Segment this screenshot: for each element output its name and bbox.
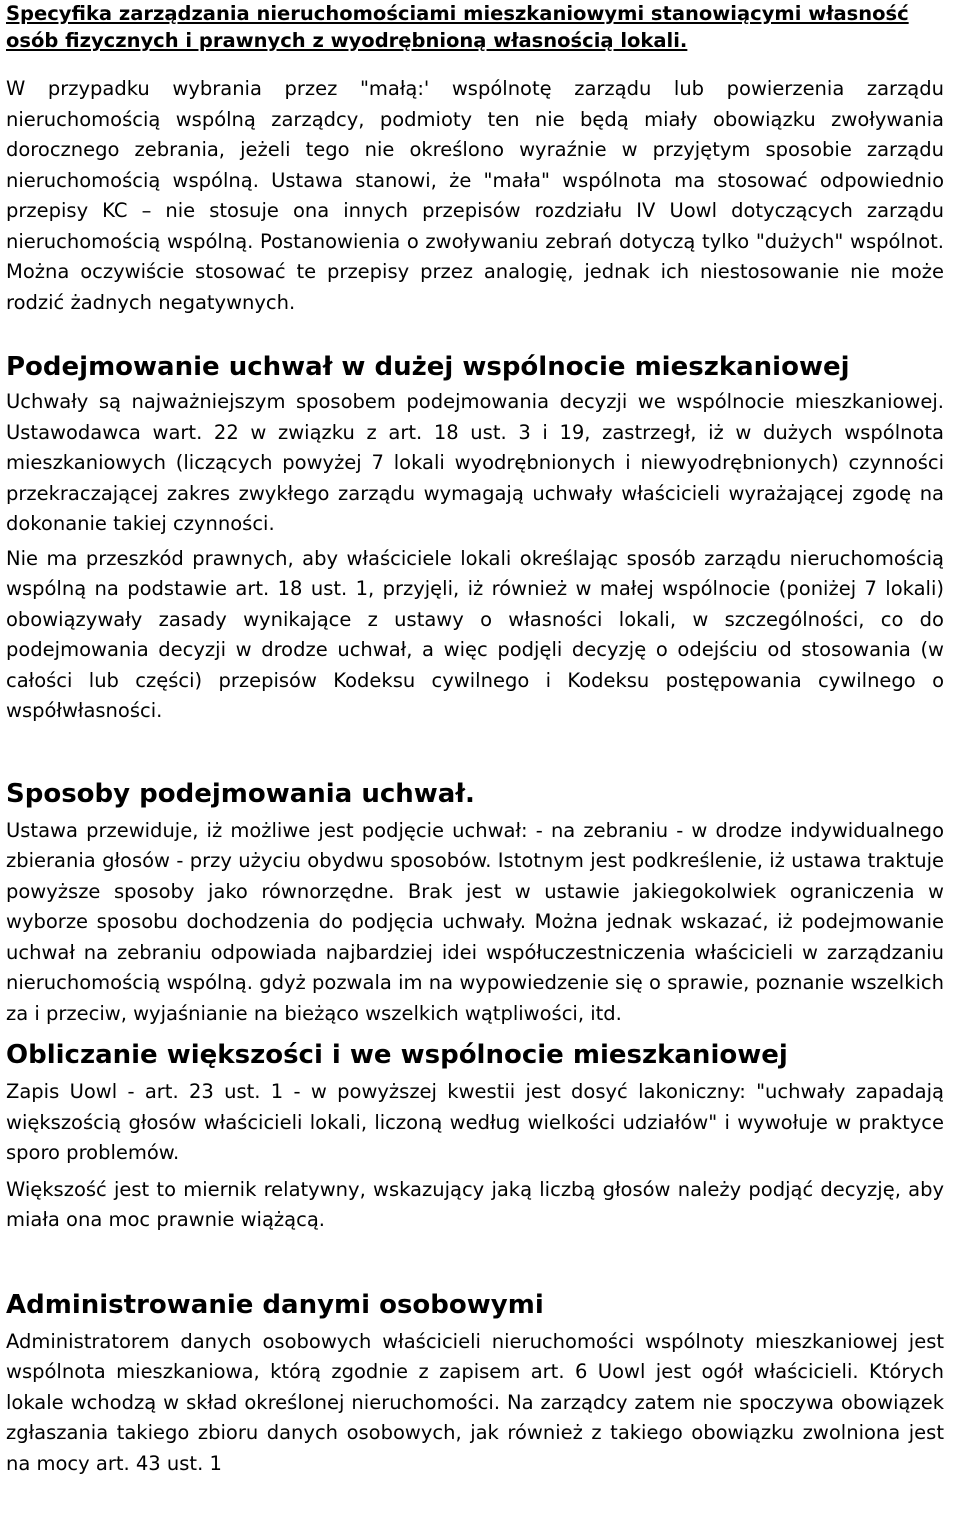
section-administrowanie-danymi <box>6 1287 944 1480</box>
document-lead-heading: Specyfika zarządzania nieruchomościami mieszkaniowymi stanowiącymi własność osób fizycznych i prawnych z wyodrębnioną własnością lokali. <box>6 2 909 52</box>
section-paragraph: Uchwały są najważniejszym sposobem podejmowania decyzji we wspólnocie mieszkaniowej. Ustawodawca wart. 22 w związku z art. 18 ust. 3 i 19, zastrzegł, iż w dużych wspólnota mieszkaniowych (liczących powyżej 7 lokali wyodrębnionych i niewyodrębnionych) czynności przekraczającej zakres zwykłego zarządu wymagają uchwały właścicieli wyrażającej zgodę na dokonanie takiej czynności. <box>6 390 944 535</box>
document-page <box>6 0 944 1479</box>
lead-paragraph: W przypadku wybrania przez "małą:' wspólnotę zarządu lub powierzenia zarządu nieruchomością wspólną zarządcy, podmioty ten nie będą miały obowiązku zwoływania dorocznego zebrania, jeżeli tego nie określono wyraźnie w przyjętym sposobie zarządu nieruchomością wspólną. Ustawa stanowi, że "mała" wspólnota ma stosować odpowiednio przepisy KC – nie stosuje ona innych przepisów rozdziału IV Uowl dotyczących zarządu nieruchomością wspólną. Postanowienia o zwoływaniu zebrań dotyczą tylko "dużych" wspólnot. Można oczywiście stosować te przepisy przez analogię, jednak ich niestosowanie nie może rodzić żadnych negatywnych. <box>6 77 944 314</box>
section-paragraph: Administratorem danych osobowych właścicieli nieruchomości wspólnoty mieszkaniowej jest wspólnota mieszkaniowa, którą zgodnie z zapisem art. 6 Uowl jest ogół właścicieli. Których lokale wchodzą w skład określonej nieruchomości. Na zarządcy zatem nie spoczywa obowiązek zgłaszania takiego zbioru danych osobowych, jak również z takiego obowiązku zwolniona jest na mocy art. 43 ust. 1 <box>6 1329 944 1475</box>
section-obliczanie-wiekszosci <box>6 1037 944 1236</box>
section-paragraph: Ustawa przewiduje, iż możliwe jest podjęcie uchwał: - na zebraniu - w drodze indywidualnego zbierania głosów - przy użyciu obydwu sposobów. Istotnym jest podkreślenie, iż ustawa traktuje powyższe sposoby jako równorzędne. Brak jest w ustawie jakiegokolwiek ograniczenia w wyborze sposobu dochodzenia do podjęcia uchwały. Można jednak wskazać, iż podejmowanie uchwał na zebraniu odpowiada najbardziej idei współuczestniczenia właścicieli w zarządzaniu nieruchomością wspólną. gdyż pozwala im na wypowiedzenie się o sprawie, poznanie wszelkich za i przeciw, wyjaśnianie na bieżąco wszelkich wątpliwości, itd. <box>6 818 944 1025</box>
section-paragraph: Nie ma przeszkód prawnych, aby właściciele lokali określając sposób zarządu nieruchomością wspólną na podstawie art. 18 ust. 1, przyjęli, iż również w małej wspólnocie (poniżej 7 lokali) obowiązywały zasady wynikające z ustawy o własności lokali, w szczególności, co do podejmowania decyzji w drodze uchwał, a więc podjęli decyzję o odejściu od stosowania (w całości lub części) przepisów Kodeksu cywilnego i Kodeksu postępowania cywilnego o współwłasności. <box>6 546 944 722</box>
section-paragraph: Większość jest to miernik relatywny, wskazujący jaką liczbą głosów należy podjąć decyzję, aby miała ona moc prawnie wiążącą. <box>6 1177 944 1231</box>
section-podejmowanie-uchwal <box>6 349 944 727</box>
section-heading: Podejmowanie uchwał w dużej wspólnocie mieszkaniowej <box>6 352 850 382</box>
section-heading: Obliczanie większości i we wspólnocie mieszkaniowej <box>6 1040 788 1070</box>
section-paragraph: Zapis Uowl - art. 23 ust. 1 - w powyższej kwestii jest dosyć lakoniczny: "uchwały zapadają większością głosów właścicieli lokali, liczoną według wielkości udziałów" i wywołuje w praktyce sporo problemów. <box>6 1080 944 1164</box>
section-sposoby-podejmowania <box>6 776 944 1030</box>
section-heading: Administrowanie danymi osobowymi <box>6 1289 544 1320</box>
section-heading: Sposoby podejmowania uchwał. <box>6 778 475 809</box>
